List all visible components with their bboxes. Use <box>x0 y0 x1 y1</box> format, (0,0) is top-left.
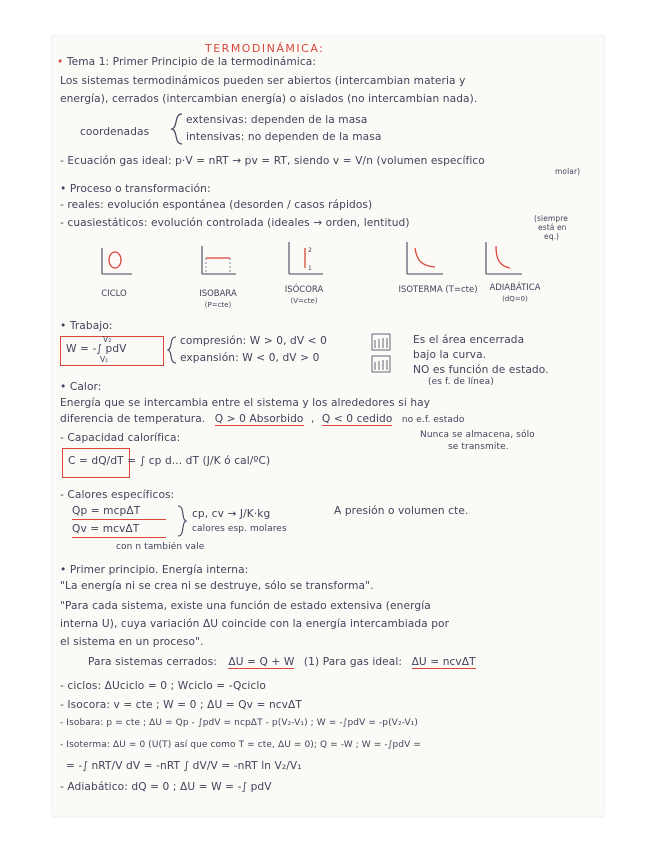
proc-isoterma-1: - Isoterma: ΔU = 0 (U(T) así que como T = cte, ΔU = 0); Q = -W ; W = -∫pdV = <box>60 740 421 750</box>
trabajo-compresion: compresión: W > 0, dV < 0 <box>180 335 327 347</box>
calor-def-1b: y los alrededores si hay <box>302 397 431 409</box>
coordenadas-extensivas: extensivas: dependen de la masa <box>186 114 368 126</box>
primer-eq2: ΔU = ncvΔT <box>411 656 476 668</box>
page-title: TERMODINÁMICA: <box>205 42 325 55</box>
isobara-graph-icon <box>196 244 240 278</box>
trabajo-area-4: (es f. de línea) <box>428 377 494 387</box>
trabajo-limit-lower: V₁ <box>100 355 109 364</box>
adiabatica-label: ADIABÁTICA <box>489 283 541 293</box>
intro-line-2: energía), cerrados (intercambian energía) o aislados (no intercambian nada). <box>60 93 478 105</box>
proceso-cuasi: - cuasiestáticos: evolución controlada (ideales → orden, lentitud) <box>60 217 410 229</box>
calor-heading: • Calor: <box>60 381 102 393</box>
primer-cerrados: Para sistemas cerrados: <box>88 656 217 668</box>
primer-quote: "La energía ni se crea ni se destruye, sólo se transforma". <box>60 580 374 592</box>
trabajo-area-3: NO es función de estado. <box>413 364 549 376</box>
proc-isobara: - Isobara: p = cte ; ΔU = Qp - ∫pdV = ncpΔT - p(V₂-V₁) ; W = -∫pdV = -p(V₂-V₁) <box>60 718 419 728</box>
gas-ideal-molar: molar) <box>555 167 581 176</box>
primer-heading: • Primer principio. Energía interna: <box>60 564 249 576</box>
cuasi-note-1: (siempre <box>534 214 568 223</box>
brace-icon <box>170 112 184 146</box>
isocora-graph-icon <box>283 240 327 278</box>
isocora-point-2: 2 <box>308 247 312 254</box>
isoterma-graph-icon <box>401 240 447 278</box>
calor-nunca-1: Nunca se almacena, sólo <box>420 430 535 440</box>
coordenadas-label: coordenadas <box>80 126 150 138</box>
trabajo-limit-upper: V₂ <box>103 335 112 344</box>
cuasi-note-3: eq.) <box>544 232 560 241</box>
adiabatica-graph-icon <box>480 240 526 278</box>
calor-def-1a: Energía que se intercambia entre el sistema <box>60 397 299 409</box>
primer-eq1-note: (1) Para gas ideal: <box>303 656 403 668</box>
calores-brace-icon <box>176 504 188 538</box>
calores-con-n: con n también vale <box>116 542 205 552</box>
calor-no-ef: no e.f. estado <box>401 415 465 425</box>
isocora-sub: (V=cte) <box>290 297 318 305</box>
primer-para-1: "Para cada sistema, existe una función de estado extensiva (energía <box>60 600 431 612</box>
trabajo-formula: W = -∫ pdV <box>66 343 127 355</box>
isoterma-label: ISOTERMA (T=cte) <box>398 285 478 295</box>
calores-molares: calores esp. molares <box>192 524 287 534</box>
trabajo-expansion: expansión: W < 0, dV > 0 <box>180 352 320 364</box>
proc-adiabatico: - Adiabático: dQ = 0 ; ΔU = W = -∫ pdV <box>60 781 272 793</box>
ciclo-label: CICLO <box>101 289 127 299</box>
intro-line-1: Los sistemas termodinámicos pueden ser abiertos (intercambian materia y <box>60 75 466 87</box>
tema-label: Tema 1: Primer Principio de la termodinámica: <box>66 56 317 68</box>
calor-def-1 <box>60 397 430 409</box>
calor-nunca-2: se transmite. <box>448 442 509 452</box>
isobara-label: ISOBARA <box>199 289 237 299</box>
cuasi-note-2: está en <box>538 223 567 232</box>
gas-ideal-equation: - Ecuación gas ideal: p·V = nRT → pv = RT, siendo v = V/n (volumen específico <box>60 155 485 167</box>
isocora-point-1: 1 <box>308 265 312 272</box>
calor-cedido: Q < 0 cedido <box>321 413 393 425</box>
calor-def-2 <box>60 413 464 425</box>
trabajo-brace-icon <box>166 335 178 365</box>
capacidad-heading: - Capacidad calorífica: <box>60 432 181 444</box>
calores-presion: A presión o volumen cte. <box>334 505 469 517</box>
area-graph-icons <box>370 332 394 376</box>
proceso-heading: • Proceso o transformación: <box>60 183 211 195</box>
isocora-label: ISÓCORA <box>284 285 324 295</box>
primer-eq1: ΔU = Q + W <box>228 656 295 668</box>
calor-absorbido: Q > 0 Absorbido <box>214 413 304 425</box>
trabajo-area-2: bajo la curva. <box>413 349 487 361</box>
trabajo-area-1: Es el área encerrada <box>413 334 525 346</box>
primer-para-2: interna U), cuya variación ΔU coincide con la energía intercambiada por <box>60 618 450 630</box>
ciclo-graph-icon <box>96 246 136 278</box>
adiabatica-sub: (dQ=0) <box>502 295 528 303</box>
tema-bullet: • <box>57 56 64 68</box>
calores-qv: Qv = mcvΔT <box>72 523 140 535</box>
proc-isoterma-2: = -∫ nRT/V dV = -nRT ∫ dV/V = -nRT ln V₂/V₁ <box>66 760 302 772</box>
proc-ciclos: - ciclos: ΔUciclo = 0 ; Wciclo = -Qciclo <box>60 680 267 692</box>
calor-comma: , <box>310 413 315 425</box>
calores-rule-2 <box>72 537 166 538</box>
calores-rule-1 <box>72 519 166 520</box>
calores-qp: Qp = mcpΔT <box>72 505 141 517</box>
tema-heading <box>57 56 316 68</box>
calores-units: cp, cv → J/K·kg <box>192 508 271 520</box>
coordenadas-intensivas: intensivas: no dependen de la masa <box>186 131 382 143</box>
proc-isocora: - Isocora: v = cte ; W = 0 ; ΔU = Qv = ncvΔT <box>60 699 302 711</box>
primer-cerrados-line <box>88 656 476 668</box>
calor-def-2a: diferencia de temperatura. <box>60 413 206 425</box>
proceso-reales: - reales: evolución espontánea (desorden / casos rápidos) <box>60 199 373 211</box>
isobara-sub: (P=cte) <box>204 301 232 309</box>
capacidad-formula: C = dQ/dT = ∫ cp d... dT (J/K ó cal/ºC) <box>68 455 271 467</box>
trabajo-heading: • Trabajo: <box>60 320 113 332</box>
primer-para-3: el sistema en un proceso". <box>60 636 204 648</box>
calores-heading: - Calores específicos: <box>60 489 175 501</box>
